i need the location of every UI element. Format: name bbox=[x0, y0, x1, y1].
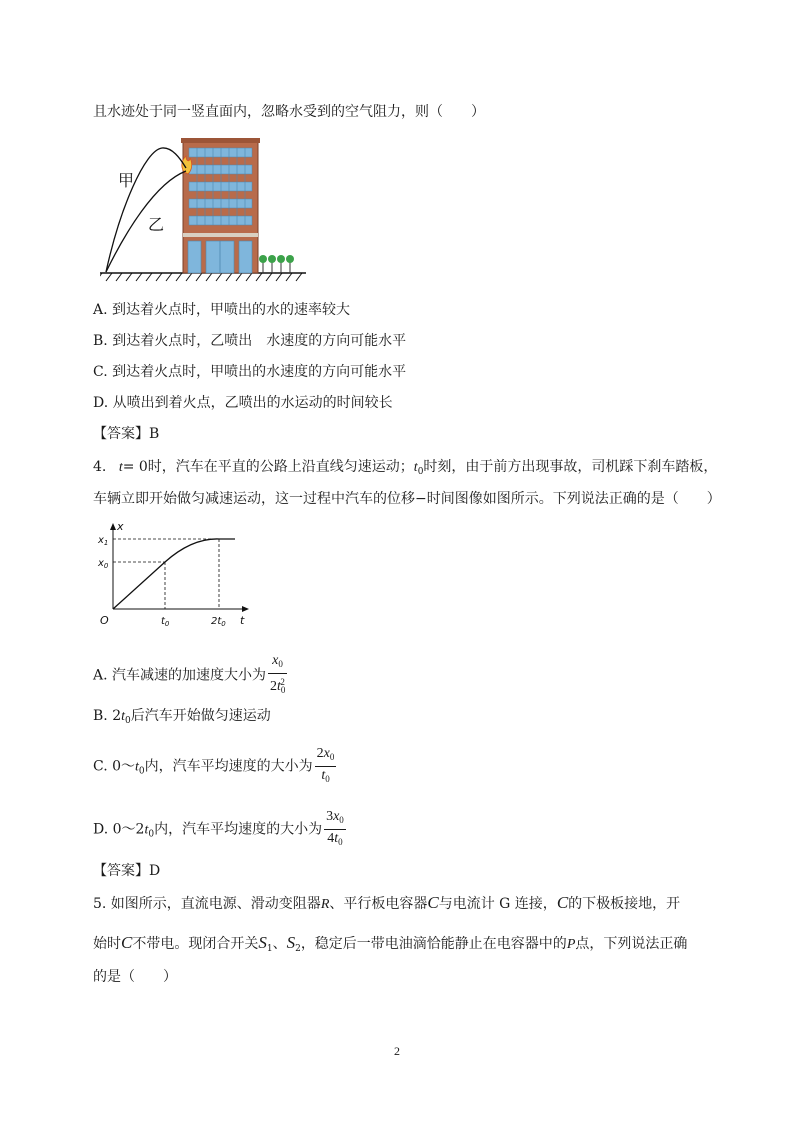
q4-option-d: D. $0\sim 2t_0$内，汽车平均速度的大小为 $\frac{3x_0}{4t_0}$ bbox=[93, 809, 344, 847]
q3-option-c: C. 到达着火点时，甲喷出的水速度的方向可能水平 bbox=[93, 364, 407, 380]
q4-option-c: C. $0\sim t_0$内，汽车平均速度的大小为 $\frac{2x_0}{t_0}$ bbox=[93, 746, 335, 784]
q5-line3: 的是（ ） bbox=[93, 969, 177, 985]
q3-building-figure bbox=[100, 138, 310, 284]
page-number: 2 bbox=[394, 1044, 400, 1058]
svg-text:2t0: $2t_0$ bbox=[211, 616, 226, 628]
q3-option-a: A. 到达着火点时，甲喷出的水的速率较大 bbox=[93, 302, 351, 318]
q3-option-b: B. 到达着火点时，乙喷出 水速度的方向可能水平 bbox=[93, 333, 407, 349]
q5-line2: 始时C不带电。现闭合开关$S_1$、$S_2$，稳定后一带电油滴恰能静止在电容器中的P点，下列说法正确 bbox=[93, 933, 688, 954]
q3-answer: 【答案】B bbox=[93, 426, 160, 442]
svg-text:x0: $x_0$ bbox=[98, 558, 109, 570]
q4-number: 4. bbox=[93, 459, 107, 475]
label-yi: 乙 bbox=[148, 215, 165, 234]
svg-text:t0: $t_0$ bbox=[161, 616, 170, 628]
q3-option-d: D. 从喷出到着火点，乙喷出的水运动的时间较长 bbox=[93, 395, 393, 411]
q4-line1: 4. t= 0时，汽车在平直的公路上沿直线匀速运动；$t_0$时刻，由于前方出现事故，司机踩下刹车踏板， bbox=[93, 459, 718, 477]
svg-text:t: t bbox=[240, 614, 245, 627]
xt-curve bbox=[113, 539, 235, 609]
svg-text:O: O bbox=[100, 614, 109, 627]
q4-option-a: A. 汽车减速的加速度大小为 $\frac{x_0}{2t_0^2}$ bbox=[93, 653, 286, 695]
q4-xt-graph bbox=[95, 518, 255, 628]
q3-stem: 且水迹处于同一竖直面内，忽略水受到的空气阻力，则（ ） bbox=[93, 104, 485, 120]
q4-option-b: B. $2t_0$后汽车开始做匀速运动 bbox=[93, 708, 271, 726]
svg-text:x1: $x_1$ bbox=[98, 535, 109, 547]
trajectory-jia bbox=[106, 148, 186, 272]
q4-line2: 车辆立即开始做匀减速运动，这一过程中汽车的位移−时间图像如图所示。下列说法正确的是（ ） bbox=[93, 491, 721, 507]
q4-answer: 【答案】D bbox=[93, 863, 161, 879]
label-jia: 甲 bbox=[118, 171, 135, 190]
q5-line1: 5. 如图所示，直流电源、滑动变阻器R、平行板电容器C与电流计 G 连接，C的下极板接地，开 bbox=[93, 893, 681, 912]
svg-text:x: x bbox=[117, 520, 124, 533]
